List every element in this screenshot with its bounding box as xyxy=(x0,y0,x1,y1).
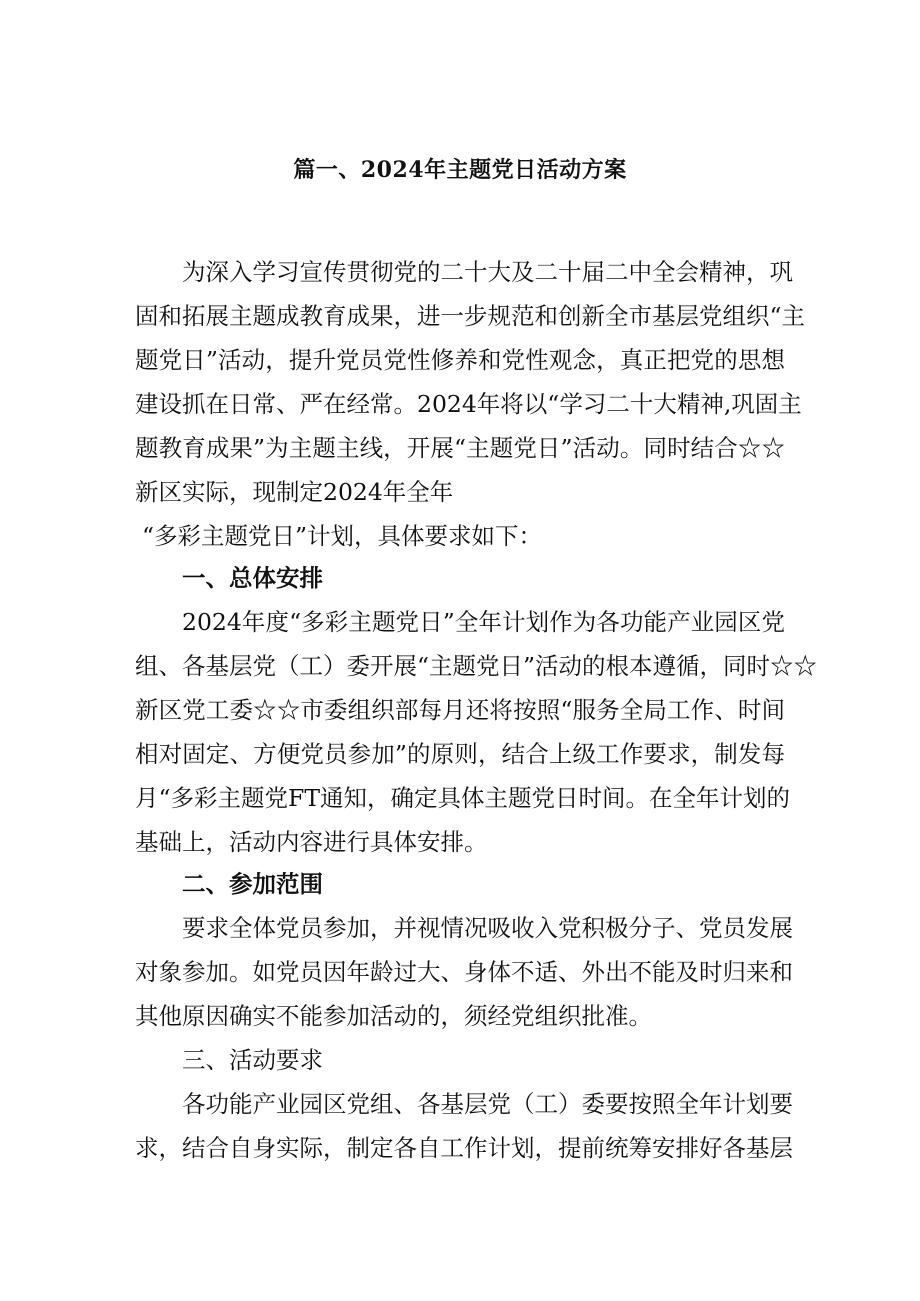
intro-line-2: 固和拓展主题成教育成果，进一步规范和创新全市基层党组织“主 xyxy=(135,302,806,330)
document-title: 篇一、2024年主题党日活动方案 xyxy=(293,157,627,183)
section-2-line-3: 其他原因确实不能参加活动的，须经党组织批准。 xyxy=(135,1002,652,1030)
section-1-heading: 一、总体安排 xyxy=(182,564,323,592)
section-3-line-1: 各功能产业园区党组、各基层党（工）委要按照全年计划要 xyxy=(182,1090,793,1118)
section-1-line-2: 组、各基层党（工）委开展“主题党日”活动的根本遵循，同时☆☆ xyxy=(135,652,818,680)
section-1-line-3: 新区党工委☆☆市委组织部每月还将按照“服务全局工作、时间 xyxy=(135,696,785,724)
section-2-line-2: 对象参加。如党员因年龄过大、身体不适、外出不能及时归来和 xyxy=(135,958,793,986)
section-1-line-1: 2024年度“多彩主题党日”全年计划作为各功能产业园区党 xyxy=(182,608,785,636)
intro-line-6: 新区实际，现制定2024年全年 xyxy=(135,478,454,506)
intro-line-5: 题教育成果”为主题主线，开展“主题党日”活动。同时结合☆☆ xyxy=(135,434,785,462)
section-3-line-2: 求，结合自身实际，制定各自工作计划，提前统筹安排好各基层 xyxy=(135,1134,793,1162)
intro-line-4: 建设抓在日常、严在经常。2024年将以“学习二十大精神,巩固主 xyxy=(135,390,802,418)
section-1-line-6: 基础上，活动内容进行具体安排。 xyxy=(135,828,488,856)
section-1-line-5: 月“多彩主题党FT通知，确定具体主题党日时间。在全年计划的 xyxy=(135,784,790,812)
intro-line-7: “多彩主题党日”计划，具体要求如下： xyxy=(142,522,543,550)
intro-line-1: 为深入学习宣传贯彻党的二十大及二十届二中全会精神，巩 xyxy=(182,258,793,286)
section-1-line-4: 相对固定、方便党员参加”的原则，结合上级工作要求，制发每 xyxy=(135,740,785,768)
section-2-heading: 二、参加范围 xyxy=(182,870,323,898)
intro-line-3: 题党日”活动，提升党员党性修养和党性观念，真正把党的思想 xyxy=(135,346,785,374)
section-2-line-1: 要求全体党员参加，并视情况吸收入党积极分子、党员发展 xyxy=(182,914,793,942)
section-3-heading: 三、活动要求 xyxy=(182,1046,323,1074)
